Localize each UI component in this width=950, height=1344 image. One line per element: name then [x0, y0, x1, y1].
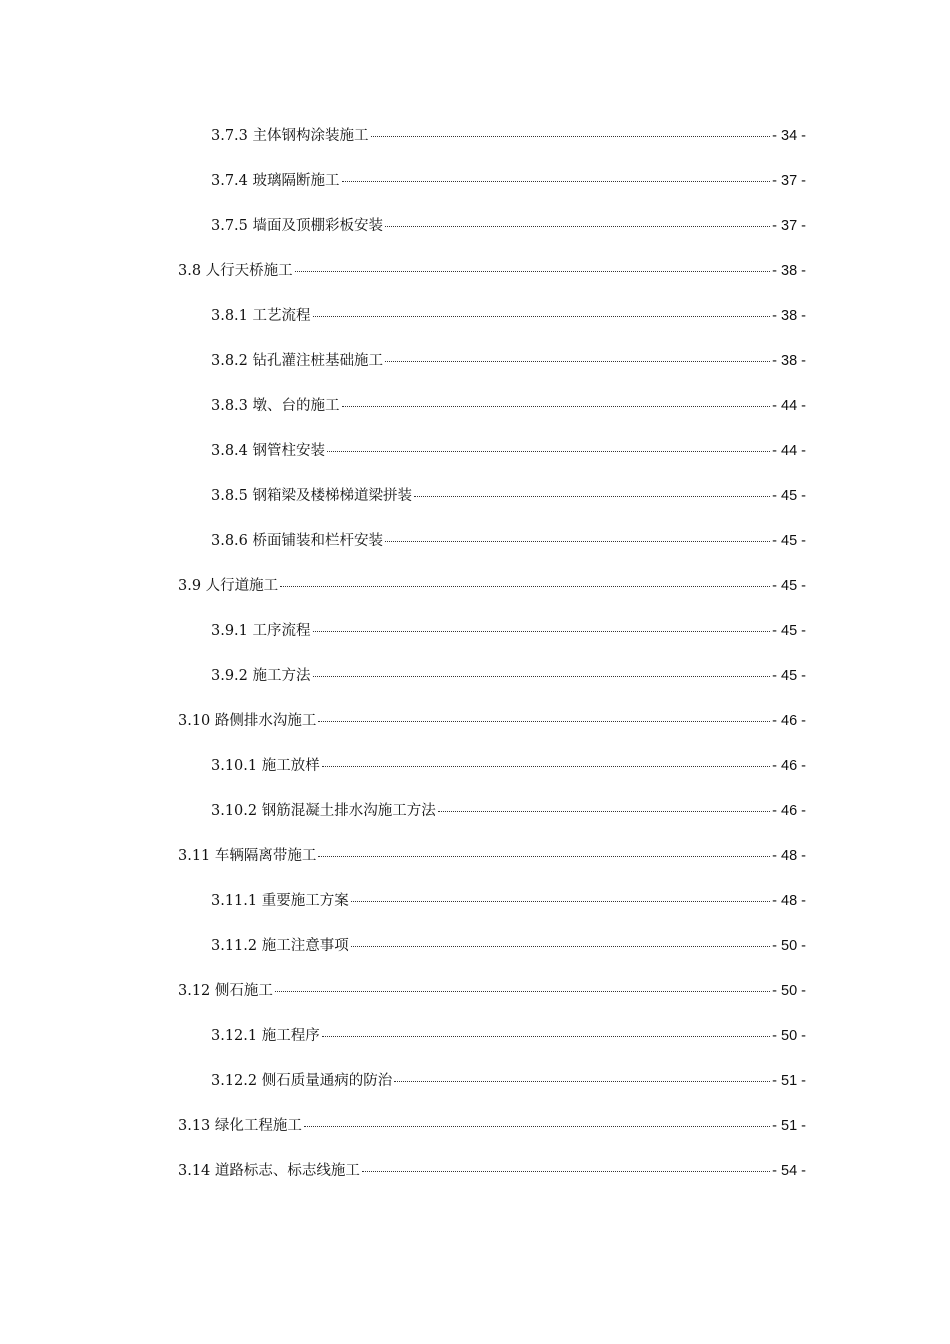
toc-entry-page: - 34 - — [772, 128, 806, 144]
toc-entry[interactable] — [0, 204, 950, 249]
toc-entry-title: 3.7.5 墙面及顶棚彩板安装 — [211, 218, 384, 234]
toc-entry-page: - 45 - — [772, 668, 806, 684]
toc-entry[interactable] — [0, 384, 950, 429]
toc-dot-leader — [351, 901, 770, 902]
toc-entry-title: 3.10.1 施工放样 — [211, 758, 320, 774]
toc-entry[interactable] — [0, 834, 950, 879]
toc-entry[interactable] — [0, 114, 950, 159]
toc-entry-title: 3.14 道路标志、标志线施工 — [178, 1163, 360, 1179]
toc-entry-page: - 38 - — [772, 353, 806, 369]
toc-entry[interactable] — [0, 519, 950, 564]
toc-dot-leader — [304, 1126, 770, 1127]
toc-dot-leader — [342, 406, 771, 407]
toc-entry[interactable] — [0, 564, 950, 609]
toc-dot-leader — [313, 316, 771, 317]
toc-entry-title: 3.8.4 钢管柱安装 — [211, 443, 326, 459]
toc-entry[interactable] — [0, 924, 950, 969]
toc-entry-title: 3.7.3 主体钢构涂装施工 — [211, 128, 369, 144]
toc-dot-leader — [280, 586, 770, 587]
toc-entry-title: 3.8.1 工艺流程 — [211, 308, 311, 324]
toc-entry-page: - 37 - — [772, 218, 806, 234]
toc-dot-leader — [275, 991, 770, 992]
toc-entry-page: - 51 - — [772, 1118, 806, 1134]
toc-entry-page: - 50 - — [772, 983, 806, 999]
toc-entry-title: 3.12 侧石施工 — [178, 983, 273, 999]
toc-entry-page: - 50 - — [772, 1028, 806, 1044]
toc-entry[interactable] — [0, 1104, 950, 1149]
toc-dot-leader — [342, 181, 771, 182]
toc-entry[interactable] — [0, 1014, 950, 1059]
toc-dot-leader — [318, 721, 770, 722]
toc-entry-page: - 38 - — [772, 263, 806, 279]
toc-entry[interactable] — [0, 609, 950, 654]
toc-entry-page: - 48 - — [772, 848, 806, 864]
toc-entry[interactable] — [0, 1059, 950, 1104]
toc-entry-title: 3.11 车辆隔离带施工 — [178, 848, 317, 864]
toc-entry-page: - 44 - — [772, 398, 806, 414]
toc-entry-title: 3.10 路侧排水沟施工 — [178, 713, 317, 729]
toc-entry[interactable] — [0, 159, 950, 204]
table-of-contents — [0, 114, 950, 1194]
toc-entry-title: 3.9 人行道施工 — [178, 578, 279, 594]
toc-dot-leader — [394, 1081, 770, 1082]
toc-dot-leader — [385, 361, 770, 362]
toc-entry-page: - 37 - — [772, 173, 806, 189]
toc-entry-page: - 46 - — [772, 758, 806, 774]
toc-entry[interactable] — [0, 654, 950, 699]
toc-entry[interactable] — [0, 879, 950, 924]
toc-entry-page: - 51 - — [772, 1073, 806, 1089]
toc-entry-page: - 45 - — [772, 488, 806, 504]
toc-entry-title: 3.11.1 重要施工方案 — [211, 893, 349, 909]
toc-dot-leader — [295, 271, 770, 272]
toc-entry-title: 3.12.1 施工程序 — [211, 1028, 320, 1044]
toc-entry[interactable] — [0, 429, 950, 474]
toc-entry[interactable] — [0, 339, 950, 384]
toc-entry[interactable] — [0, 474, 950, 519]
toc-entry-title: 3.8.5 钢箱梁及楼梯梯道梁拼装 — [211, 488, 413, 504]
toc-entry[interactable] — [0, 699, 950, 744]
toc-entry-page: - 45 - — [772, 623, 806, 639]
toc-entry-title: 3.9.2 施工方法 — [211, 668, 311, 684]
toc-entry-page: - 45 - — [772, 578, 806, 594]
toc-dot-leader — [362, 1171, 770, 1172]
toc-entry[interactable] — [0, 744, 950, 789]
toc-dot-leader — [322, 766, 770, 767]
toc-entry[interactable] — [0, 969, 950, 1014]
toc-entry-page: - 50 - — [772, 938, 806, 954]
toc-entry[interactable] — [0, 294, 950, 339]
toc-entry-page: - 46 - — [772, 713, 806, 729]
toc-entry[interactable] — [0, 249, 950, 294]
toc-dot-leader — [351, 946, 770, 947]
toc-entry-title: 3.8.3 墩、台的施工 — [211, 398, 340, 414]
toc-dot-leader — [313, 676, 771, 677]
toc-entry-title: 3.10.2 钢筋混凝土排水沟施工方法 — [211, 803, 436, 819]
toc-entry-page: - 45 - — [772, 533, 806, 549]
toc-entry-title: 3.7.4 玻璃隔断施工 — [211, 173, 340, 189]
toc-dot-leader — [371, 136, 771, 137]
toc-entry-title: 3.12.2 侧石质量通病的防治 — [211, 1073, 393, 1089]
toc-dot-leader — [438, 811, 770, 812]
toc-entry[interactable] — [0, 789, 950, 834]
toc-entry-title: 3.8.2 钻孔灌注桩基础施工 — [211, 353, 384, 369]
toc-entry-page: - 48 - — [772, 893, 806, 909]
toc-entry-page: - 54 - — [772, 1163, 806, 1179]
toc-dot-leader — [318, 856, 770, 857]
toc-entry-title: 3.13 绿化工程施工 — [178, 1118, 302, 1134]
toc-dot-leader — [322, 1036, 770, 1037]
toc-dot-leader — [414, 496, 770, 497]
toc-entry-title: 3.11.2 施工注意事项 — [211, 938, 349, 954]
toc-dot-leader — [385, 541, 770, 542]
toc-entry-page: - 44 - — [772, 443, 806, 459]
toc-entry-title: 3.9.1 工序流程 — [211, 623, 311, 639]
toc-entry-page: - 46 - — [772, 803, 806, 819]
toc-entry-title: 3.8 人行天桥施工 — [178, 263, 293, 279]
toc-dot-leader — [313, 631, 771, 632]
toc-entry-title: 3.8.6 桥面铺装和栏杆安装 — [211, 533, 384, 549]
toc-entry-page: - 38 - — [772, 308, 806, 324]
toc-dot-leader — [385, 226, 770, 227]
toc-entry[interactable] — [0, 1149, 950, 1194]
toc-dot-leader — [327, 451, 770, 452]
